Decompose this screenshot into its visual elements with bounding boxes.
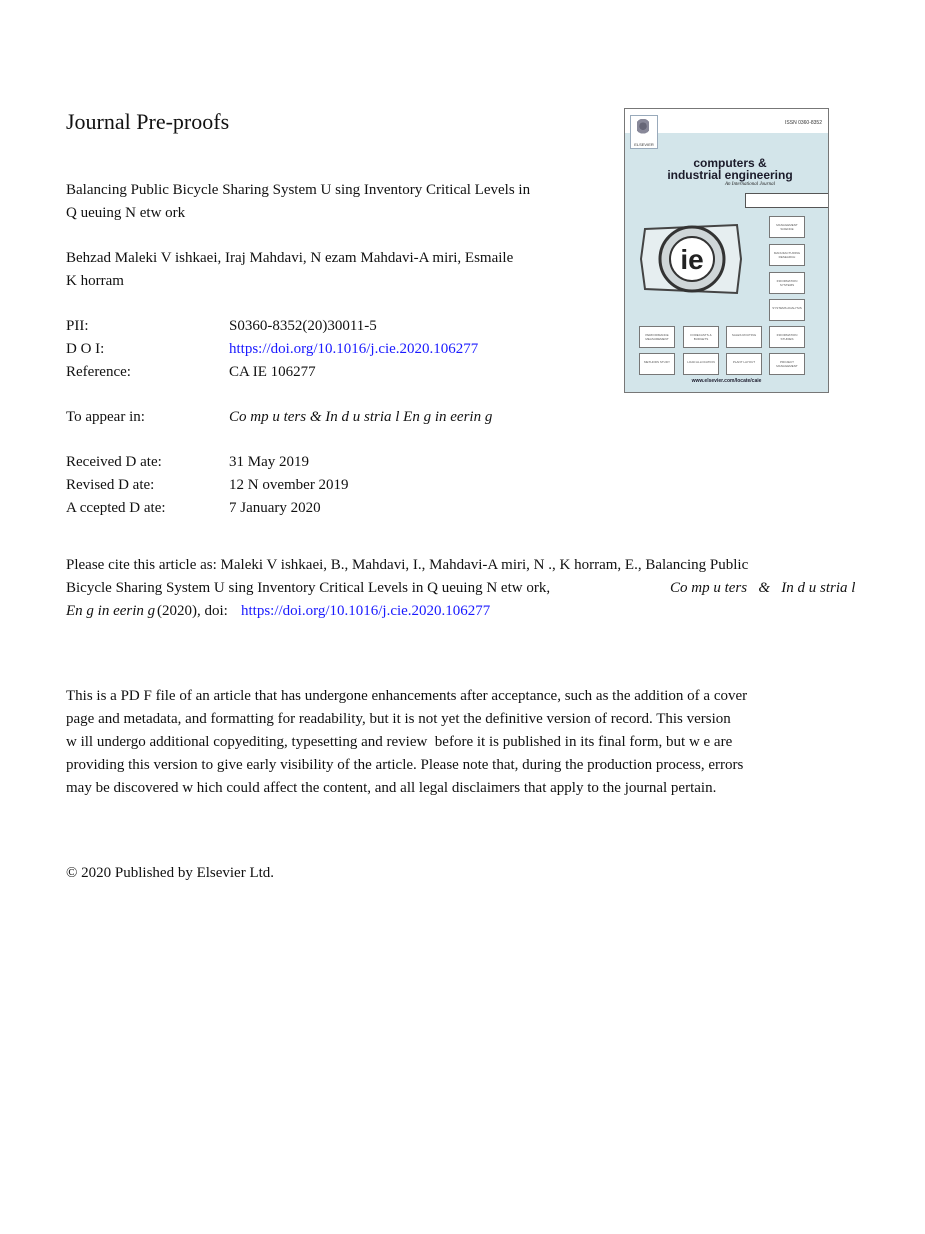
cover-white-box [745, 193, 829, 208]
cover-box-6: FORECASTS & BUDGETS [683, 326, 719, 348]
authors-line1: Behzad Maleki V ishkaei, Iraj Mahdavi, N ezam Mahdavi-A miri, Esmaile [66, 250, 514, 266]
cover-box-11: PLANT LAYOUT [726, 353, 762, 375]
cover-issn: ISSN 0360-8352 [785, 120, 822, 126]
accepted-value: 7 January 2020 [229, 500, 321, 516]
ie-emblem-icon [637, 219, 747, 299]
cover-box-5: PERFORMANCE MEASUREMENT [639, 326, 675, 348]
pii-label: PII: [66, 318, 89, 334]
cover-box-12: PROJECT MANAGEMENT [769, 353, 805, 375]
citation-line2: Bicycle Sharing System U sing Inventory Critical Levels in Q ueuing N etw ork, [66, 580, 551, 596]
citation-line3-journal: En g in eerin g [66, 603, 156, 619]
received-value: 31 May 2019 [229, 454, 309, 470]
revised-label: Revised D ate: [66, 477, 155, 493]
citation-doi-link[interactable]: https://doi.org/10.1016/j.cie.2020.106277 [241, 603, 491, 619]
cover-journal-title [635, 157, 825, 181]
article-title-line1: Balancing Public Bicycle Sharing System U sing Inventory Critical Levels in [66, 182, 531, 198]
revised-value: 12 N ovember 2019 [229, 477, 349, 493]
appear-label: To appear in: [66, 409, 145, 425]
cover-journal-title-line1: computers & [693, 156, 767, 170]
notice-line4: providing this version to give early visibility of the article. Please note that, during the production process, errors [66, 757, 744, 773]
citation-line3-year: (2020), doi: [157, 603, 232, 619]
notice-line5: may be discovered w hich could affect the content, and all legal disclaimers that apply to the journal pertain. [66, 780, 717, 796]
copyright: © 2020 Published by Elsevier Ltd. [66, 865, 275, 881]
cover-box-4: SYSTEMS ANALYSIS [769, 299, 805, 321]
emblem-text: ie [680, 244, 704, 275]
cover-box-10: LOAD ALLOCATION [683, 353, 719, 375]
journal-preproofs-heading: Journal Pre-proofs [66, 109, 230, 134]
cover-box-2: MANUFACTURING RESEARCH [769, 244, 805, 266]
appear-value: Co mp u ters & In d u stria l En g in eerin g [229, 409, 493, 425]
notice-line3: w ill undergo additional copyediting, typesetting and review before it is published in its final form, but w e are [66, 734, 733, 750]
reference-label: Reference: [66, 364, 131, 380]
cover-box-8: INFORMATION STUDIES [769, 326, 805, 348]
cover-box-1: MANAGEMENT SCIENCE [769, 216, 805, 238]
notice-line2: page and metadata, and formatting for readability, but it is not yet the definitive version of record. This version [66, 711, 731, 727]
doi-link[interactable]: https://doi.org/10.1016/j.cie.2020.106277 [229, 341, 479, 357]
elsevier-tree-icon [637, 119, 649, 137]
cover-subtitle: An International Journal [725, 182, 775, 187]
cover-box-7: SALES ROUTING [726, 326, 762, 348]
accepted-label: A ccepted D ate: [66, 500, 166, 516]
received-label: Received D ate: [66, 454, 162, 470]
doi-label: D O I: [66, 341, 105, 357]
elsevier-logo-icon [630, 115, 658, 149]
citation-line1: Please cite this article as: Maleki V ishkaei, B., Mahdavi, I., Mahdavi-A miri, N ., K horram, E., Balancing Public [66, 557, 749, 573]
pii-value: S0360-8352(20)30011-5 [229, 318, 377, 334]
journal-cover-image [624, 108, 829, 393]
notice-line1: This is a PD F file of an article that has undergone enhancements after acceptance, such as the addition of a cover [66, 688, 748, 704]
reference-value: CA IE 106277 [229, 364, 316, 380]
cover-journal-title-line2: industrial engineering [667, 168, 793, 182]
authors-line2: K horram [66, 273, 124, 289]
article-title-line2: Q ueuing N etw ork [66, 205, 186, 221]
cover-box-3: INFORMATION SYSTEMS [769, 272, 805, 294]
cover-box-9: METHODS STUDY [639, 353, 675, 375]
cover-publisher: ELSEVIER [634, 142, 654, 147]
citation-line2-journal: Co mp u ters & In d u stria l [670, 580, 856, 596]
cover-url: www.elsevier.com/locate/caie [691, 378, 762, 384]
